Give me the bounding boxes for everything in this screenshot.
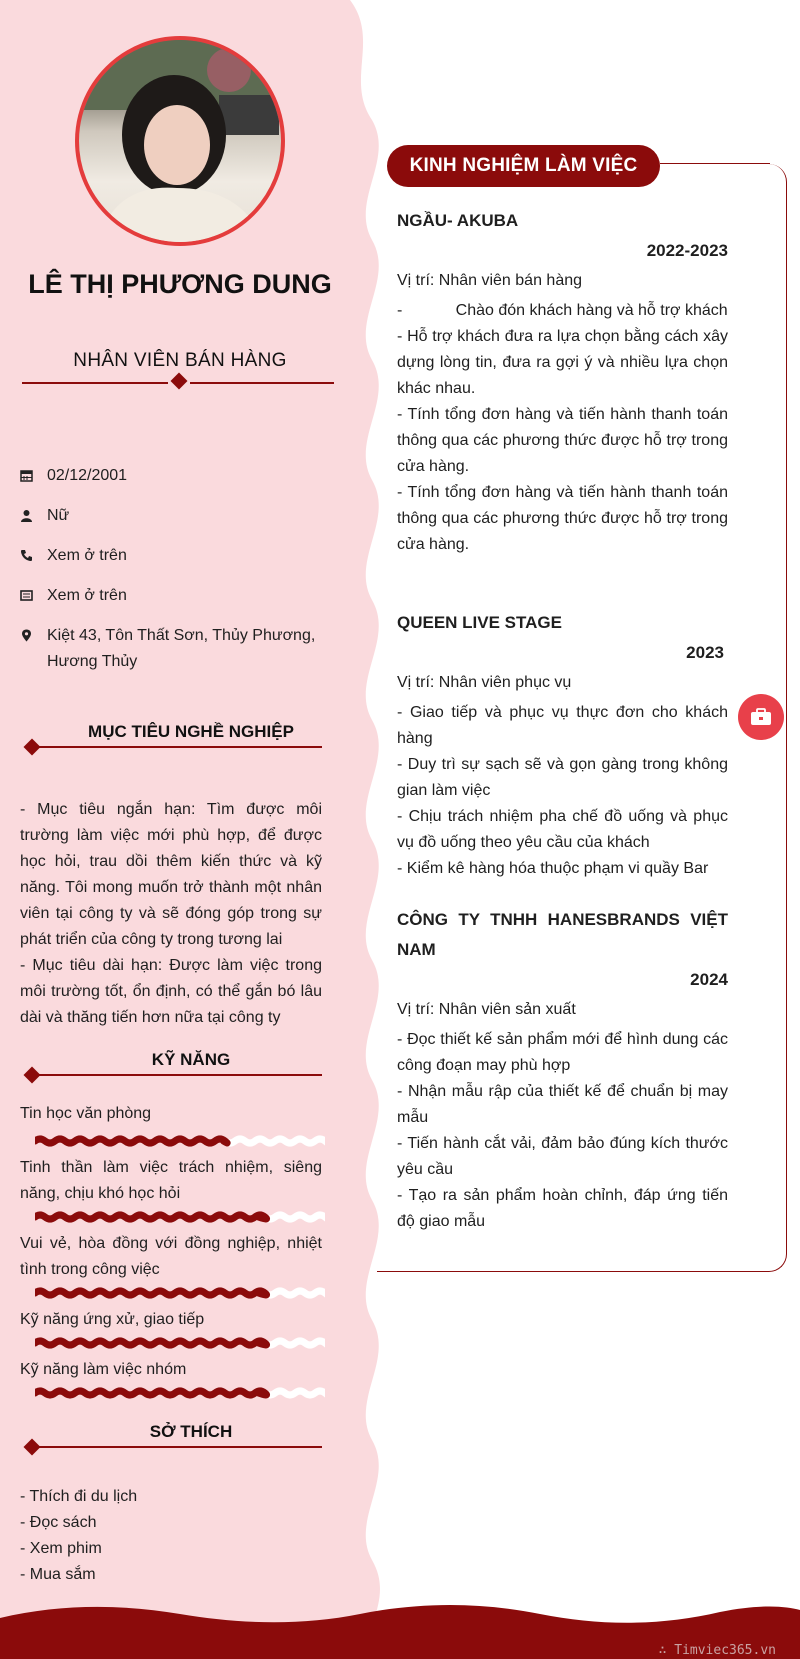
job-description — [397, 1027, 728, 1235]
job-duty: - Tính tổng đơn hàng và tiến hành thanh toán thông qua các phương thức được hỗ trợ trong cửa hàng. — [397, 484, 728, 553]
job-entry — [397, 905, 728, 1235]
objective-short-term: - Mục tiêu ngắn hạn: Tìm được môi trường làm việc mới phù hợp, để được học hỏi, trau dồi thêm kiến thức và kỹ năng. Tôi mong muốn trở thành một nhân viên tại công ty và sẽ đóng góp trong sự phát triển của công ty trong tương lai — [20, 801, 322, 948]
briefcase-icon — [750, 708, 772, 726]
contact-email-text: Xem ở trên — [47, 587, 127, 604]
job-entry — [397, 608, 728, 882]
skill-bar-fill — [35, 1341, 266, 1345]
hobby-item: - Mua sắm — [20, 1566, 96, 1583]
objective-heading-line — [34, 746, 322, 748]
job-duty: - Giao tiếp và phục vụ thực đơn cho khách hàng — [397, 704, 728, 747]
candidate-name: LÊ THỊ PHƯƠNG DUNG — [28, 269, 332, 299]
skill-name: Kỹ năng làm việc nhóm — [20, 1361, 187, 1378]
job-position: Vị trí: Nhân viên bán hàng — [397, 272, 583, 289]
skill-level-bar — [35, 1387, 325, 1399]
job-duty: - Đọc thiết kế sản phẩm mới để hình dung các công đoạn may phù hợp — [397, 1031, 728, 1074]
contact-address — [20, 623, 320, 675]
briefcase-button[interactable] — [738, 694, 784, 740]
hobbies-heading — [20, 1422, 322, 1454]
skill-level-bar — [35, 1287, 325, 1299]
person-icon — [20, 503, 47, 529]
skills-heading-text: KỸ NĂNG — [151, 1050, 231, 1069]
job-duty: - Hỗ trợ khách đưa ra lựa chọn bằng cách xây dựng lòng tin, đưa ra gợi ý và nhiều lựa chọn khác nhau. — [397, 328, 728, 397]
contact-phone — [20, 543, 320, 569]
objective-heading-text: MỤC TIÊU NGHỀ NGHIỆP — [88, 722, 294, 741]
job-period: 2022-2023 — [646, 241, 728, 260]
skill-name: Tinh thần làm việc trách nhiệm, siêng năng, chịu khó học hỏi — [20, 1159, 322, 1202]
calendar-icon — [20, 463, 47, 489]
hobbies-heading-diamond — [24, 1439, 41, 1456]
hobbies-heading-line — [34, 1446, 322, 1448]
skills-heading — [20, 1050, 322, 1082]
job-company: NGẦU- AKUBA — [397, 211, 519, 230]
job-duty: - Chào đón khách hàng và hỗ trợ khách — [397, 302, 728, 319]
location-pin-icon — [20, 623, 47, 675]
job-duty: - Tính tổng đơn hàng và tiến hành thanh toán thông qua các phương thức được hỗ trợ trong cửa hàng. — [397, 406, 728, 475]
job-position: Vị trí: Nhân viên phục vụ — [397, 674, 572, 691]
skill-level-bar — [35, 1337, 325, 1349]
profile-photo — [79, 40, 281, 242]
hobby-item: - Thích đi du lịch — [20, 1488, 138, 1505]
job-duty: - Nhận mẫu rập của thiết kế để chuẩn bị may mẫu — [397, 1083, 728, 1126]
watermark: ∴ Timviec365.vn — [658, 1643, 776, 1658]
skills-heading-diamond — [24, 1067, 41, 1084]
skill-level-bar — [35, 1211, 325, 1223]
contact-address-text: Kiệt 43, Tôn Thất Sơn, Thủy Phương, Hương Thủy — [47, 627, 316, 670]
experience-heading: KINH NGHIỆM LÀM VIỆC — [387, 145, 660, 187]
job-duty: - Tạo ra sản phẩm hoàn chỉnh, đáp ứng tiến độ giao mẫu — [397, 1187, 728, 1230]
hobbies-heading-text: SỞ THÍCH — [149, 1422, 233, 1441]
job-description — [397, 700, 728, 882]
contact-birthday-text: 02/12/2001 — [47, 467, 128, 484]
contact-phone-text: Xem ở trên — [47, 547, 127, 564]
avatar — [75, 36, 285, 246]
job-duty: - Kiểm kê hàng hóa thuộc phạm vi quầy Bar — [397, 860, 709, 877]
candidate-title: NHÂN VIÊN BÁN HÀNG — [73, 350, 287, 371]
skill-bar-fill — [35, 1215, 266, 1219]
hobby-item: - Xem phim — [20, 1540, 102, 1557]
skill-name: Vui vẻ, hòa đồng với đồng nghiệp, nhiệt tình trong công việc — [20, 1235, 322, 1278]
objective-text — [20, 797, 322, 1031]
objective-long-term: - Mục tiêu dài hạn: Được làm việc trong môi trường tốt, ổn định, có thể gắn bó lâu dài và thăng tiến hơn nữa tại công ty — [20, 957, 322, 1026]
skill-bar-fill — [35, 1391, 266, 1395]
job-period: 2024 — [690, 970, 728, 989]
objective-heading-diamond — [24, 739, 41, 756]
job-company: QUEEN LIVE STAGE — [397, 613, 562, 632]
skill-name: Kỹ năng ứng xử, giao tiếp — [20, 1311, 205, 1328]
skills-heading-line — [34, 1074, 322, 1076]
job-duty: - Duy trì sự sạch sẽ và gọn gàng trong không gian làm việc — [397, 756, 728, 799]
skill-name: Tin học văn phòng — [20, 1105, 152, 1122]
job-company: CÔNG TY TNHH HANESBRANDS VIỆT NAM — [397, 910, 728, 959]
contact-gender — [20, 503, 320, 529]
job-entry — [397, 206, 728, 558]
hobby-item: - Đọc sách — [20, 1514, 97, 1531]
contact-birthday — [20, 463, 320, 489]
skill-bar-fill — [35, 1139, 227, 1143]
job-description — [397, 298, 728, 558]
email-icon — [20, 583, 47, 609]
hobby-list — [20, 1484, 322, 1588]
job-period: 2023 — [686, 643, 724, 662]
contact-gender-text: Nữ — [47, 507, 70, 524]
skill-bar-fill — [35, 1291, 266, 1295]
experience-frame-top — [660, 163, 770, 164]
objective-heading — [20, 722, 322, 754]
title-divider-right — [190, 382, 334, 384]
job-duty: - Chịu trách nhiệm pha chế đồ uống và phục vụ đồ uống theo yêu cầu của khách — [397, 808, 728, 851]
skill-level-bar — [35, 1135, 325, 1147]
title-divider-left — [22, 382, 168, 384]
contact-email — [20, 583, 320, 609]
job-position: Vị trí: Nhân viên sản xuất — [397, 1001, 576, 1018]
job-duty: - Tiến hành cắt vải, đảm bảo đúng kích thước yêu cầu — [397, 1135, 728, 1178]
phone-icon — [20, 543, 47, 569]
